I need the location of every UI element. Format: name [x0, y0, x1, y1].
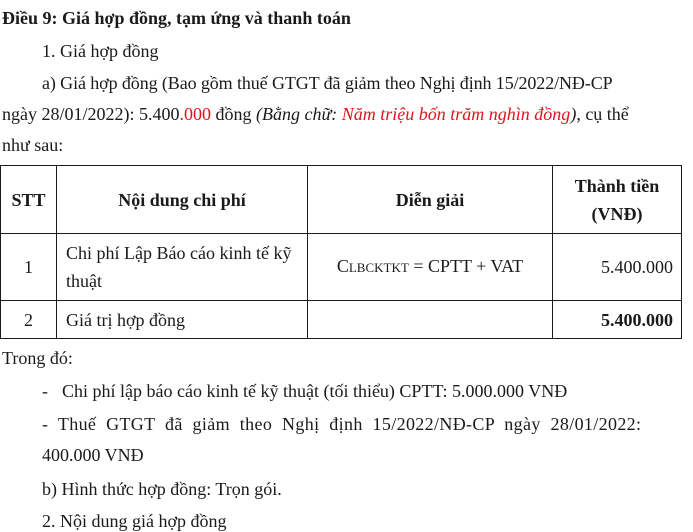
header-stt: STT — [1, 166, 57, 234]
para-a-line-3: như sau: — [2, 135, 64, 155]
bullet-2-line-2: 400.000 VNĐ — [42, 445, 144, 465]
row-1-content-line-1: Chi phí Lập Báo cáo kinh tế kỹ — [66, 243, 292, 263]
amount-in-words: Năm triệu bốn trăm nghìn đồng — [341, 104, 571, 124]
header-amount-line-2: (VNĐ) — [591, 203, 643, 224]
contract-value-text: ngày 28/01/2022): 5.400 — [2, 104, 180, 124]
row-1-formula — [308, 234, 553, 301]
row-2-explain-empty — [308, 301, 553, 339]
para-b: b) Hình thức hợp đồng: Trọn gói. — [42, 479, 282, 499]
para-a-line-2-tail: , cụ thể — [576, 104, 629, 124]
row-2-content: Giá trị hợp đồng — [57, 301, 308, 339]
row-1-amount: 5.400.000 — [553, 234, 682, 301]
trong-do-label: Trong đó: — [2, 348, 73, 368]
para-a-line-2 — [2, 103, 629, 125]
section-heading: Điều 9: Giá hợp đồng, tạm ứng và thanh toán — [2, 8, 351, 28]
bullet-1 — [42, 380, 567, 402]
table-row — [1, 234, 682, 301]
formula-rest: = CPTT + VAT — [408, 256, 524, 276]
bullet-1-text: Chi phí lập báo cáo kinh tế kỹ thuật (tối thiểu) CPTT: 5.000.000 VNĐ — [62, 381, 568, 401]
item-1-title: 1. Giá hợp đồng — [42, 41, 159, 61]
amount-in-words-close: ) — [570, 104, 577, 124]
header-explain: Diễn giải — [308, 166, 553, 234]
para-a-line-1: a) Giá hợp đồng (Bao gồm thuế GTGT đã giảm theo Nghị định 15/2022/NĐ-CP — [42, 73, 613, 93]
row-1-content-line-2: thuật — [66, 271, 102, 291]
formula-c: C — [336, 256, 349, 276]
contract-value-red-part: .000 — [179, 104, 211, 124]
row-1-content — [57, 234, 308, 301]
dash-icon: - — [42, 381, 48, 401]
next-item-partial: 2. Nội dung giá hợp đồng — [42, 511, 227, 531]
amount-in-words-prefix: (Bằng chữ: — [256, 104, 342, 124]
cost-table — [0, 165, 682, 339]
row-1-stt: 1 — [1, 234, 57, 301]
row-2-amount: 5.400.000 — [553, 301, 682, 339]
table-header-row — [1, 166, 682, 234]
row-2-stt: 2 — [1, 301, 57, 339]
bullet-2-line-1: - Thuế GTGT đã giảm theo Nghị định 15/2022/NĐ-CP ngày 28/01/2022: — [42, 414, 642, 434]
header-amount — [553, 166, 682, 234]
header-content: Nội dung chi phí — [57, 166, 308, 234]
header-amount-line-1: Thành tiền — [574, 175, 660, 196]
formula-subscript: LBCKTKT — [348, 260, 409, 275]
table-row — [1, 301, 682, 339]
currency-word: đồng — [211, 104, 256, 124]
